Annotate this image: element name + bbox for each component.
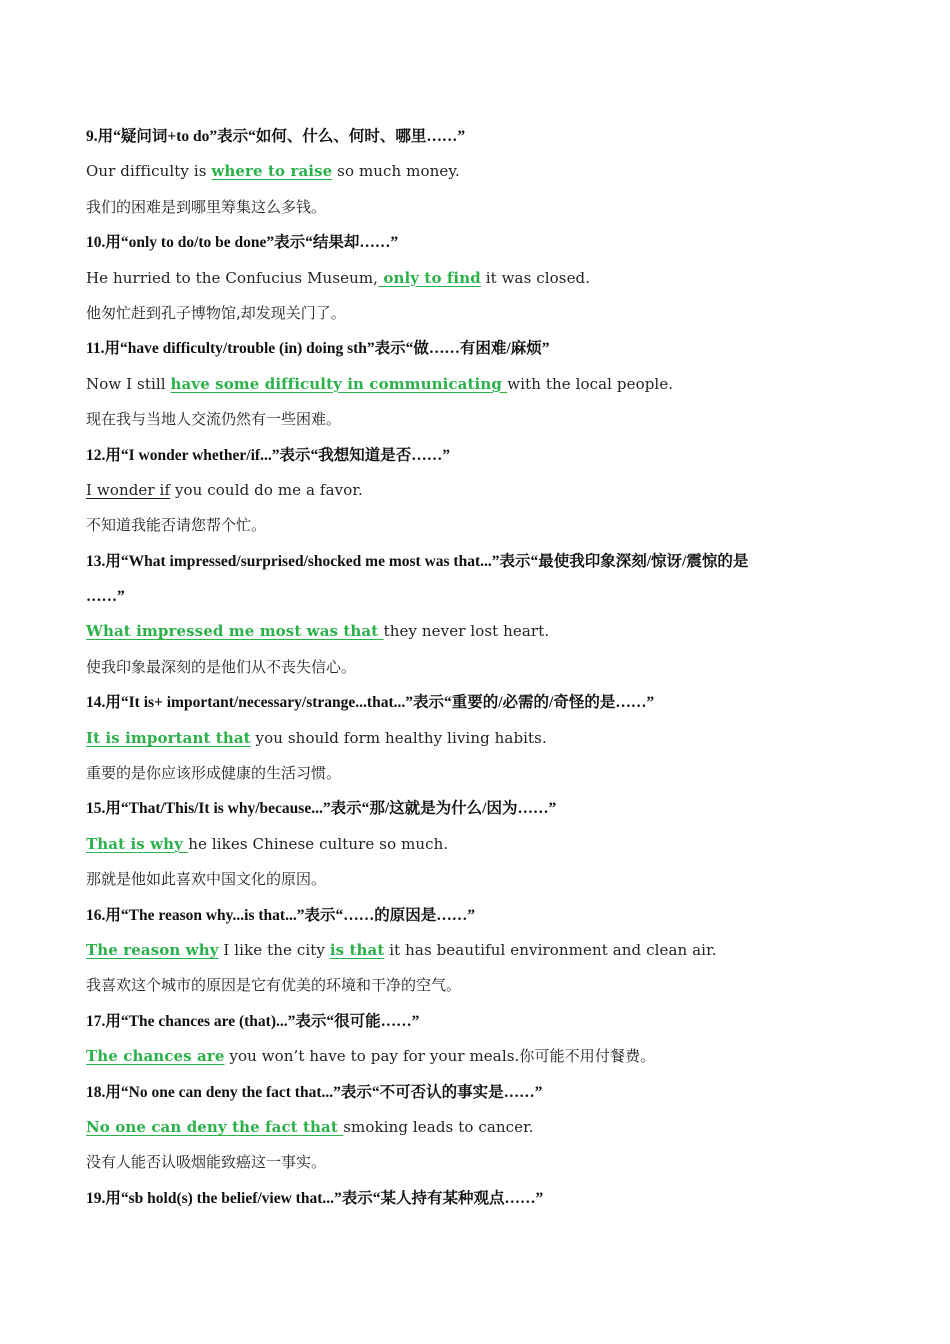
translation-12: 不知道我能否请您帮个忙。 <box>86 516 267 535</box>
highlighted-phrase: The reason why <box>86 940 219 959</box>
heading-15: 15.用“That/This/It is why/because...”表示“那/这就是为什么/因为……” <box>86 800 557 818</box>
heading-12: 12.用“I wonder whether/if...”表示“我想知道是否……” <box>86 446 450 464</box>
example-text: it has beautiful environment and clean air. <box>384 940 717 959</box>
translation-14: 重要的是你应该形成健康的生活习惯。 <box>86 764 342 783</box>
translation-11: 现在我与当地人交流仍然有一些困难。 <box>86 410 342 429</box>
highlighted-phrase: only to find <box>378 268 481 287</box>
example-text: you could do me a favor. <box>170 480 363 499</box>
highlighted-phrase: No one can deny the fact that <box>86 1117 344 1136</box>
translation-16: 我喜欢这个城市的原因是它有优美的环境和干净的空气。 <box>86 976 462 995</box>
example-text: he likes Chinese culture so much. <box>188 834 449 853</box>
example-16 <box>86 933 876 968</box>
heading-9: 9.用“疑问词+to do”表示“如何、什么、何时、哪里……” <box>86 128 466 145</box>
heading-13: 13.用“What impressed/surprised/shocked me most was that...”表示“最使我印象深刻/惊讶/震惊的是 <box>86 552 749 570</box>
highlighted-phrase: What impressed me most was that <box>86 622 384 641</box>
heading-10: 10.用“only to do/to be done”表示“结果却……” <box>86 234 399 252</box>
heading-18: 18.用“No one can deny the fact that...”表示“不可否认的事实是……” <box>86 1083 543 1101</box>
example-text: Our difficulty is <box>86 162 212 181</box>
example-text: Now I still <box>86 374 171 393</box>
heading-16: 16.用“The reason why...is that...”表示“……的原因是……” <box>86 906 475 924</box>
example-text: they never lost heart. <box>383 622 550 641</box>
example-text: so much money. <box>332 162 460 181</box>
highlighted-phrase: That is why <box>86 834 189 853</box>
highlighted-phrase: It is important that <box>86 728 251 747</box>
highlighted-phrase: is that <box>329 940 385 959</box>
example-text: you should form healthy living habits. <box>250 728 547 747</box>
document-page <box>86 119 876 1216</box>
translation-10: 他匆忙赶到孔子博物馆,却发现关门了。 <box>86 303 346 322</box>
example-text: it was closed. <box>480 268 591 287</box>
example-text: you won’t have to pay for your meals.你可能不用付餐费。 <box>224 1047 656 1066</box>
highlighted-phrase: have some difficulty in communicating <box>170 374 508 393</box>
heading-14: 14.用“It is+ important/necessary/strange...that...”表示“重要的/必需的/奇怪的是……” <box>86 694 655 712</box>
example-text: smoking leads to cancer. <box>343 1117 534 1136</box>
example-18 <box>86 1110 876 1145</box>
example-12 <box>86 473 876 508</box>
highlighted-phrase: where to raise <box>211 162 333 181</box>
example-text: He hurried to the Confucius Museum, <box>86 268 379 287</box>
heading-17: 17.用“The chances are (that)...”表示“很可能……” <box>86 1012 420 1030</box>
example-15 <box>86 827 876 862</box>
highlighted-phrase: The chances are <box>86 1047 225 1066</box>
example-11 <box>86 367 876 402</box>
underlined-phrase: I wonder if <box>86 480 171 499</box>
heading-13-continued: ……” <box>86 588 125 606</box>
example-text: with the local people. <box>507 374 674 393</box>
heading-11: 11.用“have difficulty/trouble (in) doing sth”表示“做……有困难/麻烦” <box>86 340 550 358</box>
example-13 <box>86 614 876 649</box>
heading-19: 19.用“sb hold(s) the belief/view that...”表示“某人持有某种观点……” <box>86 1189 544 1207</box>
translation-15: 那就是他如此喜欢中国文化的原因。 <box>86 870 327 889</box>
example-10 <box>86 261 876 296</box>
translation-9: 我们的困难是到哪里筹集这么多钱。 <box>86 197 327 216</box>
example-text: I like the city <box>218 940 330 959</box>
example-9 <box>86 154 876 189</box>
translation-18: 没有人能否认吸烟能致癌这一事实。 <box>86 1153 327 1172</box>
translation-13: 使我印象最深刻的是他们从不丧失信心。 <box>86 657 357 676</box>
example-14 <box>86 721 876 756</box>
example-17 <box>86 1039 876 1074</box>
